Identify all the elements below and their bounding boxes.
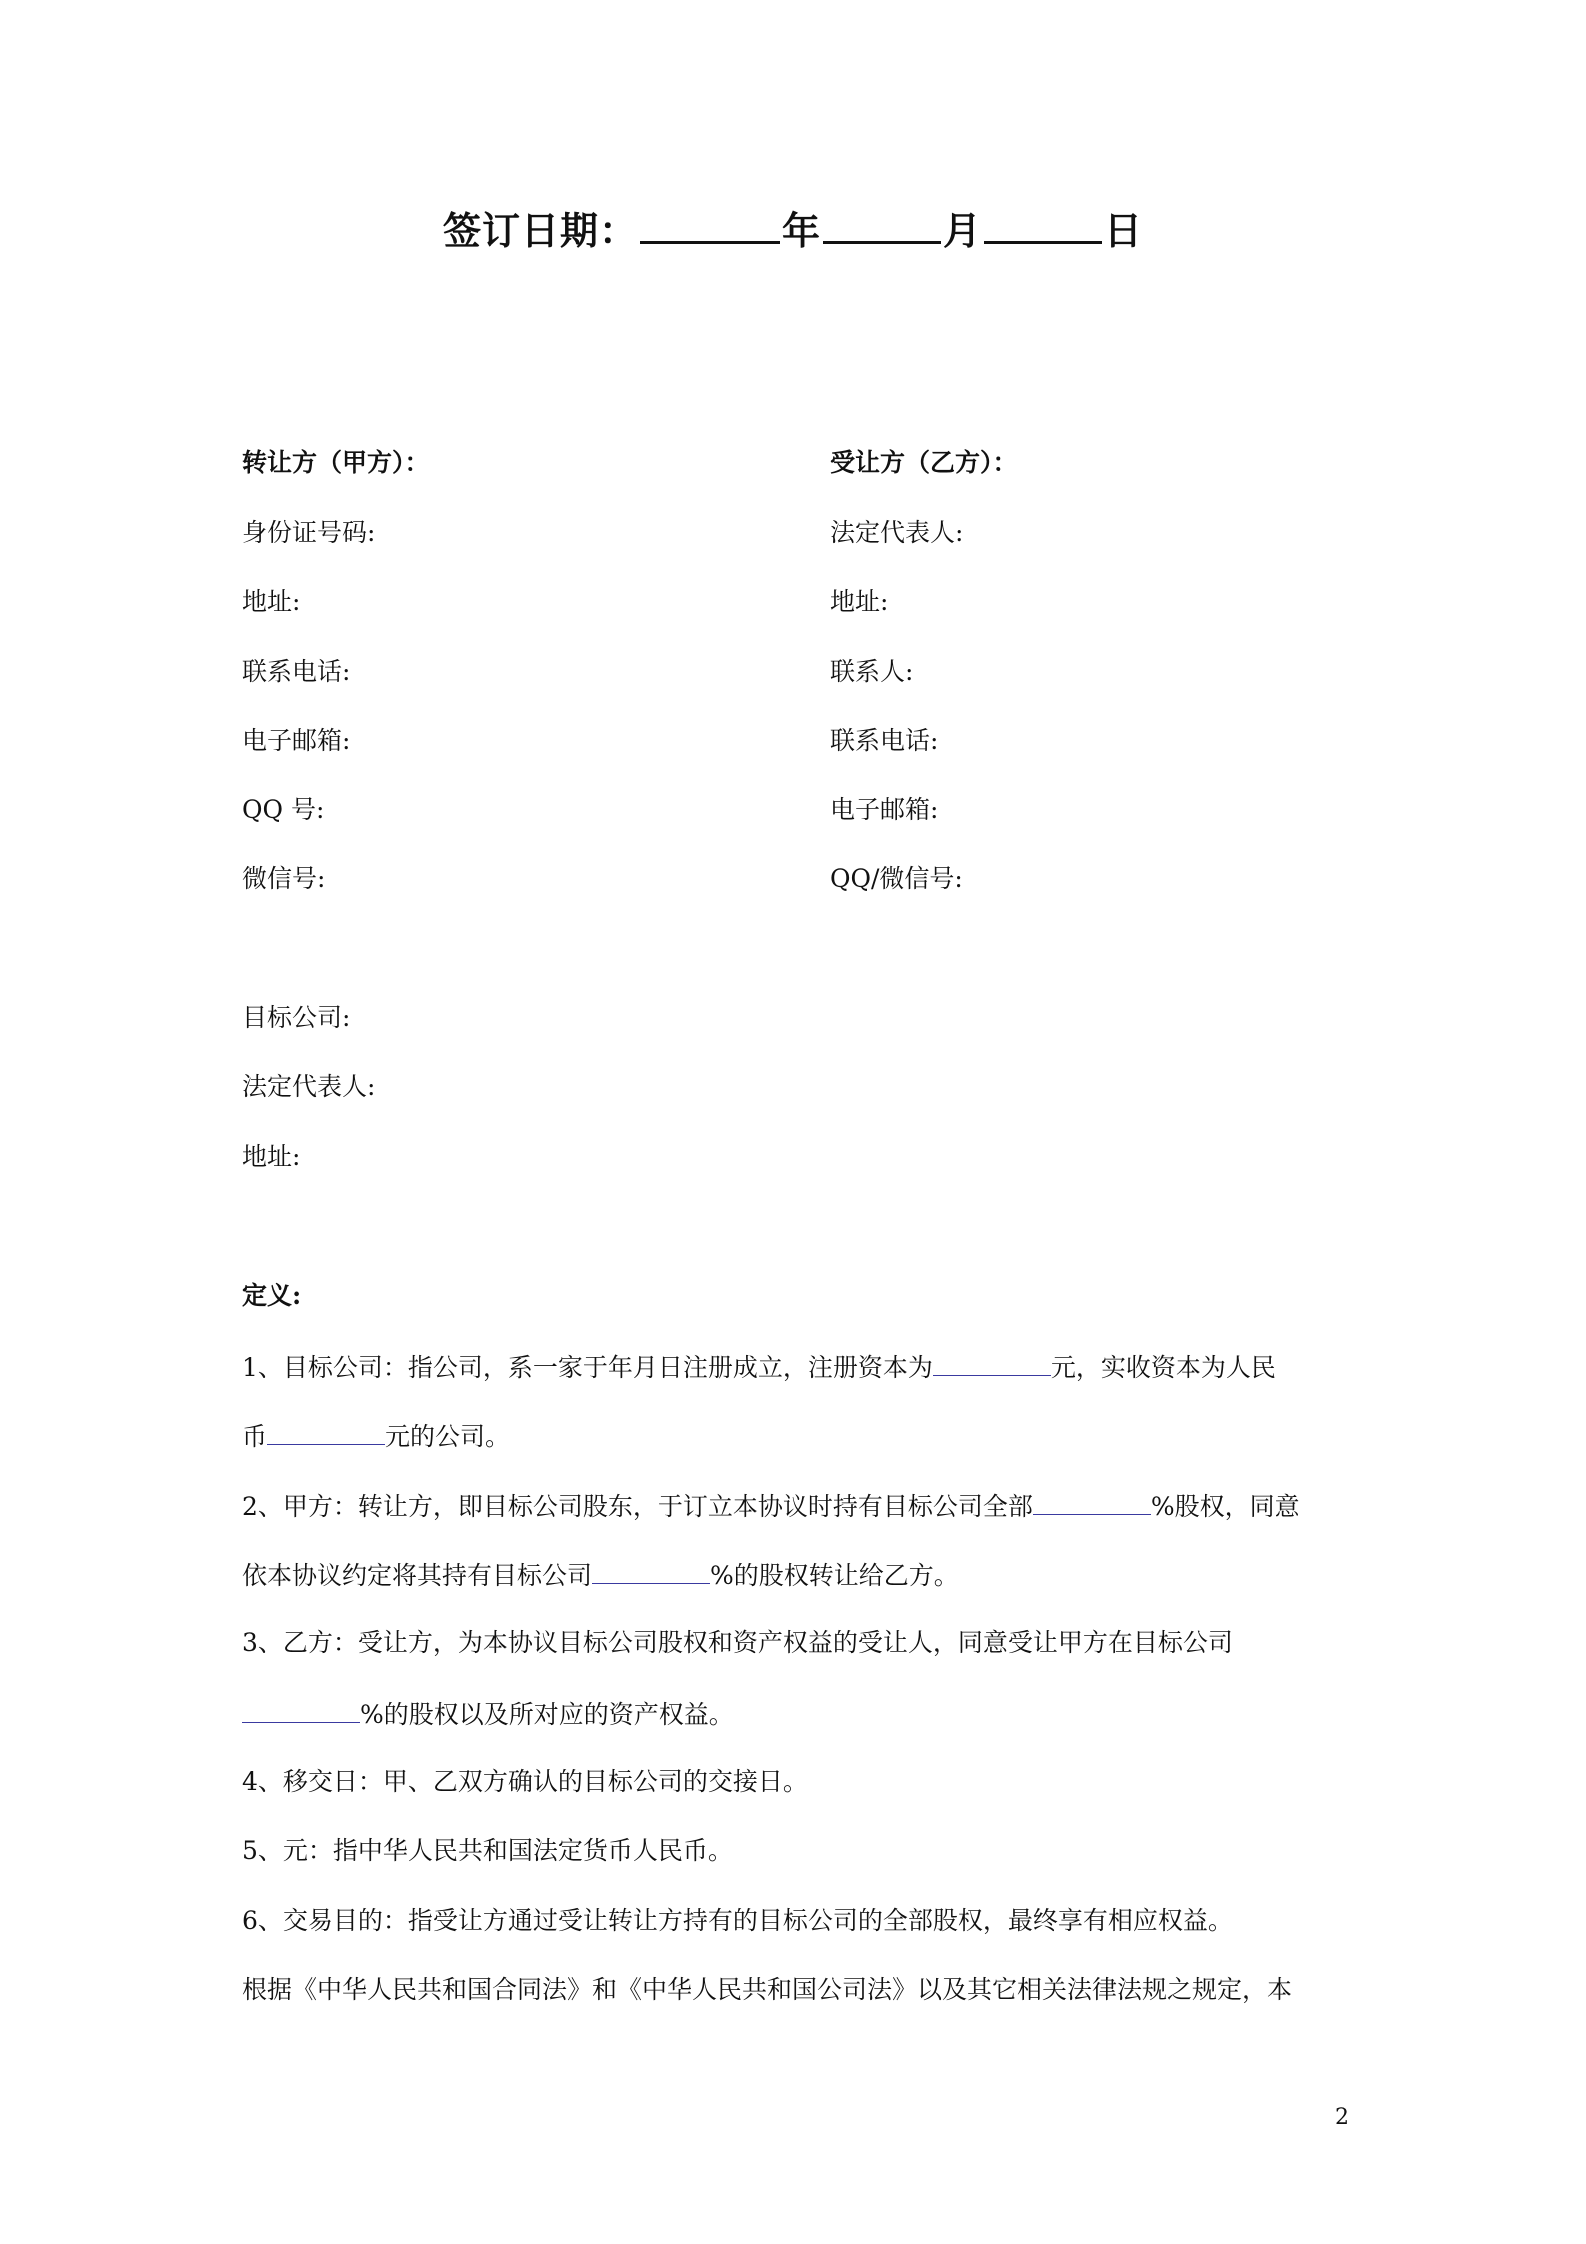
definition-1-line-1 — [242, 1353, 1276, 1380]
definition-2-text-c: 依本协议约定将其持有目标公司 — [242, 1561, 593, 1590]
day-blank — [984, 207, 1102, 244]
definition-3-line-1: 3、乙方：受让方，为本协议目标公司股权和资产权益的受让人，同意受让甲方在目标公司 — [242, 1628, 1233, 1657]
target-company-name: 目标公司: — [242, 1003, 351, 1032]
definition-2-line-2 — [242, 1561, 959, 1588]
signing-date-line — [0, 200, 1586, 255]
month-blank — [823, 207, 941, 244]
received-share-blank — [242, 1700, 360, 1723]
legal-basis-text: 根据《中华人民共和国合同法》和《中华人民共和国公司法》以及其它相关法律法规之规定，本 — [242, 1975, 1293, 2004]
definition-1-text-d: 元的公司。 — [385, 1422, 511, 1451]
definition-3-line-2 — [242, 1700, 734, 1727]
paid-capital-blank — [267, 1422, 385, 1445]
definition-6: 6、交易目的：指受让方通过受让转让方持有的目标公司的全部股权，最终享有相应权益。 — [242, 1906, 1233, 1935]
definition-1-text-c: 币 — [242, 1422, 268, 1451]
held-share-blank — [1033, 1492, 1151, 1515]
target-legal-rep: 法定代表人: — [242, 1072, 376, 1101]
party-a-phone: 联系电话: — [242, 657, 351, 686]
party-b-title: 受让方（乙方）： — [830, 448, 1018, 477]
definition-2-line-1 — [242, 1492, 1300, 1519]
party-a-wechat: 微信号: — [242, 864, 326, 893]
party-b-qq-wechat: QQ/微信号: — [830, 864, 963, 893]
party-a-id-number: 身份证号码: — [242, 518, 376, 547]
definition-2-text-b: %股权，同意 — [1150, 1492, 1300, 1521]
party-b-phone: 联系电话: — [830, 726, 939, 755]
party-b-legal-rep: 法定代表人: — [830, 518, 964, 547]
party-b-address: 地址: — [830, 587, 889, 616]
target-address: 地址: — [242, 1142, 301, 1171]
party-a-email: 电子邮箱: — [242, 726, 351, 755]
page-number: 2 — [1335, 2105, 1349, 2130]
year-label: 年 — [781, 209, 821, 253]
year-blank — [640, 207, 780, 244]
party-b-email: 电子邮箱: — [830, 795, 939, 824]
definition-4: 4、移交日：甲、乙双方确认的目标公司的交接日。 — [242, 1767, 808, 1796]
party-a-address: 地址: — [242, 587, 301, 616]
definition-5: 5、元：指中华人民共和国法定货币人民币。 — [242, 1836, 733, 1865]
definition-1-line-2 — [242, 1422, 510, 1449]
date-label: 签订日期： — [442, 209, 638, 253]
transfer-share-blank — [592, 1561, 710, 1584]
definition-2-text-d: %的股权转让给乙方。 — [710, 1561, 959, 1590]
definition-1-text-b: 元，实收资本为人民 — [1050, 1353, 1276, 1382]
definition-2-text-a: 2、甲方：转让方，即目标公司股东，于订立本协议时持有目标公司全部 — [242, 1492, 1033, 1521]
day-label: 日 — [1104, 209, 1144, 253]
party-a-title: 转让方（甲方）： — [242, 448, 430, 477]
party-a-qq: QQ 号: — [242, 795, 325, 824]
definition-3-text-b: %的股权以及所对应的资产权益。 — [360, 1700, 734, 1729]
month-label: 月 — [943, 209, 983, 253]
registered-capital-blank — [933, 1353, 1051, 1376]
definitions-title: 定义: — [242, 1281, 302, 1310]
party-b-contact: 联系人: — [830, 657, 914, 686]
definition-1-text-a: 1、目标公司：指公司，系一家于年月日注册成立，注册资本为 — [242, 1353, 933, 1382]
